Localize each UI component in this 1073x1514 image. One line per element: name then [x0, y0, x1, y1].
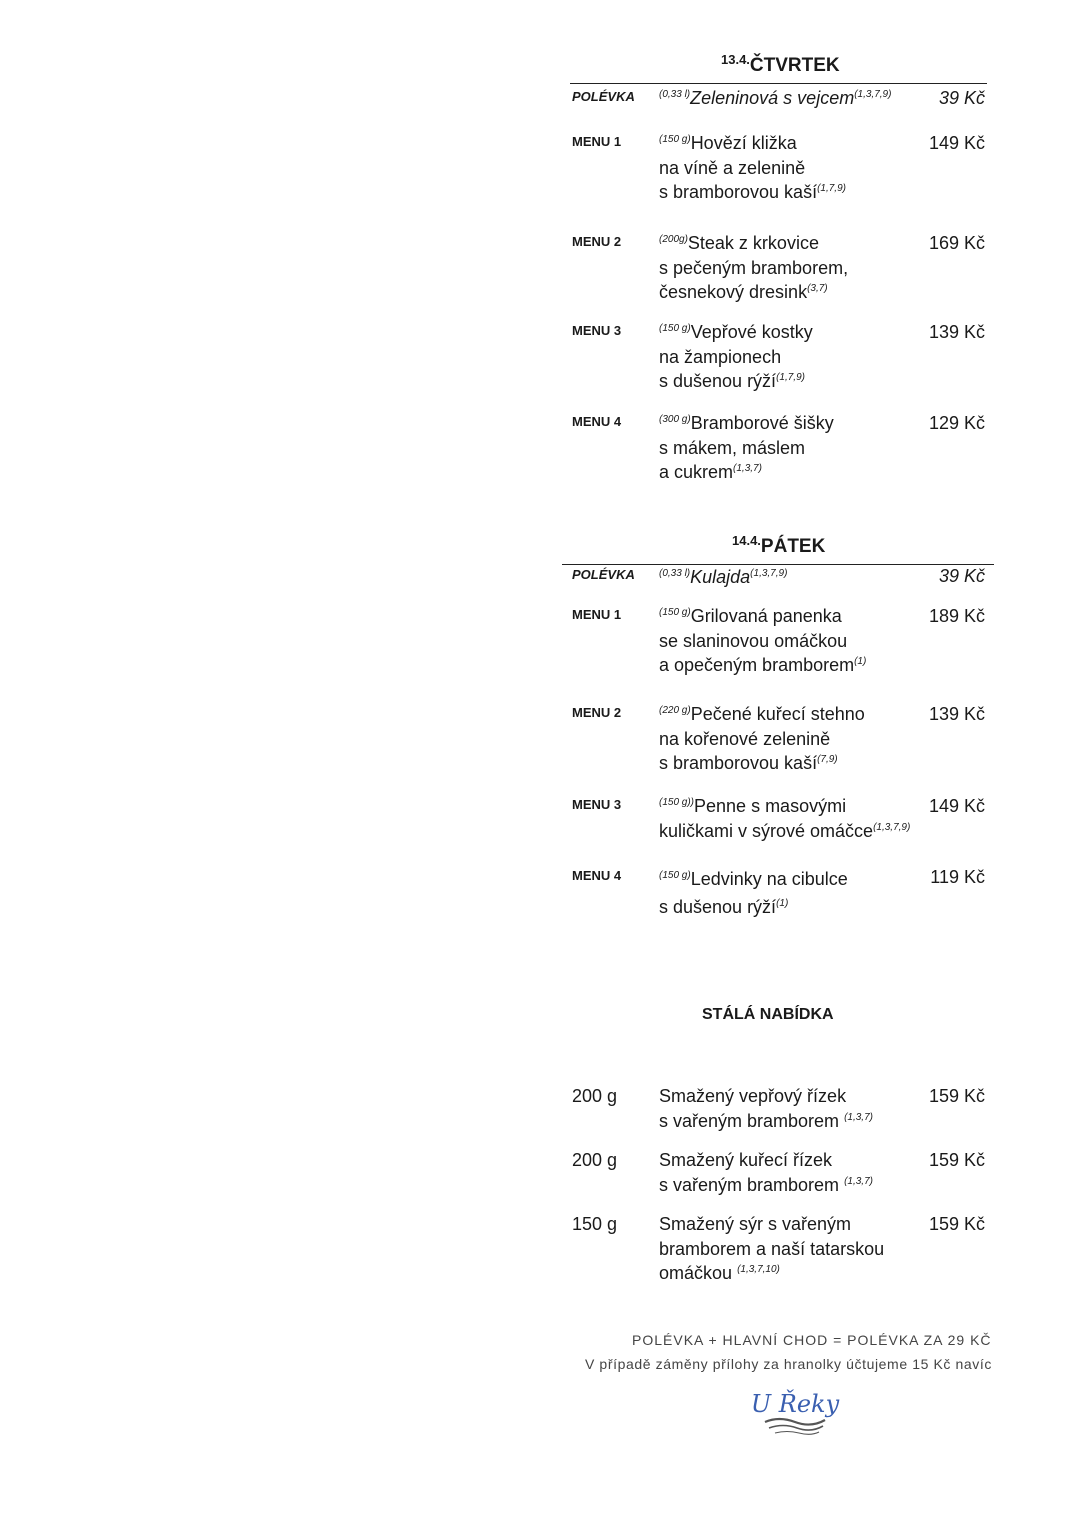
dish-line: s vařeným bramborem [659, 1110, 840, 1131]
dish-qty: (220 g) [659, 705, 691, 716]
dish-line: Ledvinky na cibulce [690, 869, 848, 889]
dish-line: kuličkami v sýrové omáčce [659, 820, 874, 841]
item-weight: 200 g [572, 1086, 618, 1106]
permanent-dish [659, 1148, 873, 1197]
soup-label: POLÉVKA [572, 89, 635, 104]
dish-allergens: (3,7) [807, 283, 828, 295]
logo-wave [765, 1419, 825, 1425]
dish-line: Smažený sýr s vařeným [659, 1214, 852, 1234]
logo-text: U Řeky [750, 1390, 840, 1418]
menu-dish [659, 702, 865, 776]
day-heading [721, 52, 840, 77]
menu-label: MENU 2 [572, 705, 622, 720]
permanent-dish [659, 1084, 873, 1133]
soup-dish [659, 86, 891, 111]
dish-allergens: (1,3,7,9) [854, 89, 892, 100]
dish-allergens: (1) [854, 656, 867, 668]
menu-price: 169 Kč [928, 233, 985, 253]
dish-qty: (300 g) [659, 414, 691, 425]
dish-line: Vepřové kostky [690, 322, 813, 342]
dish-allergens: (1,7,9) [776, 372, 805, 384]
dish-allergens: (1,3,7) [844, 1111, 873, 1123]
menu-dish [659, 411, 834, 485]
logo-wave [775, 1432, 819, 1435]
dish-line: Grilovaná panenka [690, 606, 842, 626]
dish-qty: (150 g) [659, 870, 691, 881]
dish-line: na kořenové zelenině [659, 728, 831, 749]
menu-price: 189 Kč [928, 606, 985, 626]
dish-qty: (150 g) [659, 323, 691, 334]
dish-allergens: (1,3,7,9) [750, 568, 788, 579]
day-date: 14.4. [732, 533, 761, 548]
menu-price: 149 Kč [928, 796, 985, 816]
item-price: 159 Kč [928, 1086, 985, 1106]
menu-dish [659, 131, 846, 205]
menu-dish [659, 794, 910, 843]
menu-price: 139 Kč [928, 322, 985, 342]
menu-label: MENU 2 [572, 234, 622, 249]
permanent-dish [659, 1212, 884, 1286]
dish-line: Bramborové šišky [690, 413, 834, 433]
dish-qty: (0,33 l) [659, 568, 691, 579]
dish-line: Zeleninová s vejcem [690, 88, 855, 108]
dish-line: s dušenou rýží [659, 897, 777, 917]
dish-line: s bramborovou kaší [659, 753, 818, 774]
menu-price: 139 Kč [928, 704, 985, 724]
menu-label: MENU 1 [572, 134, 622, 149]
item-weight: 200 g [572, 1150, 618, 1170]
soup-label: POLÉVKA [572, 567, 635, 582]
menu-label: MENU 4 [572, 868, 622, 883]
soup-price: 39 Kč [938, 566, 985, 586]
menu-dish [659, 865, 848, 921]
menu-label: MENU 3 [572, 323, 622, 338]
dish-line: a opečeným bramborem [659, 655, 855, 676]
item-price: 159 Kč [928, 1150, 985, 1170]
day-heading [732, 533, 825, 558]
item-weight: 150 g [572, 1214, 618, 1234]
dish-qty: (150 g) [659, 134, 691, 145]
dish-line: se slaninovou omáčkou [659, 630, 848, 651]
footer-fries-note: V případě záměny přílohy za hranolky účtujeme 15 Kč navíc [585, 1356, 992, 1372]
dish-line: omáčkou [659, 1263, 733, 1284]
dish-line: s dušenou rýží [659, 371, 777, 392]
soup-price: 39 Kč [938, 88, 985, 108]
logo-wave [769, 1426, 823, 1431]
dish-allergens: (7,9) [817, 754, 838, 766]
dish-line: s mákem, máslem [659, 437, 806, 458]
dish-line: Steak z krkovice [687, 233, 819, 253]
dish-line: Smažený kuřecí řízek [659, 1150, 833, 1170]
dish-allergens: (1) [776, 898, 789, 909]
day-name: ČTVRTEK [749, 55, 840, 76]
menu-price: 129 Kč [928, 413, 985, 433]
dish-line: Penne s masovými [694, 796, 847, 816]
restaurant-logo [750, 1388, 840, 1440]
menu-label: MENU 3 [572, 797, 622, 812]
dish-line: bramborem a naší tatarskou [659, 1238, 885, 1259]
day-date: 13.4. [721, 52, 750, 67]
dish-qty: (200g) [659, 234, 688, 245]
menu-dish [659, 604, 866, 678]
dish-allergens: (1,3,7,10) [737, 1264, 780, 1276]
day-name: PÁTEK [760, 536, 826, 557]
dish-allergens: (1,3,7) [844, 1175, 873, 1187]
dish-line: Pečené kuřecí stehno [690, 704, 865, 724]
dish-line: česnekový dresink [659, 282, 808, 303]
menu-price: 149 Kč [928, 133, 985, 153]
dish-allergens: (1,3,7) [733, 463, 762, 475]
dish-qty: (150 g)) [659, 797, 695, 808]
soup-dish [659, 565, 787, 590]
permanent-offer-title: STÁLÁ NABÍDKA [702, 1006, 834, 1023]
dish-line: Smažený vepřový řízek [659, 1086, 847, 1106]
menu-label: MENU 1 [572, 607, 622, 622]
menu-dish [659, 320, 813, 394]
footer-combo-note: POLÉVKA + HLAVNÍ CHOD = POLÉVKA ZA 29 KČ [632, 1332, 992, 1348]
dish-line: na žampionech [659, 346, 782, 367]
menu-dish [659, 231, 848, 305]
dish-allergens: (1,7,9) [817, 183, 846, 195]
dish-line: a cukrem [659, 462, 734, 483]
day-divider [570, 83, 987, 84]
dish-qty: (0,33 l) [659, 89, 691, 100]
menu-label: MENU 4 [572, 414, 622, 429]
dish-qty: (150 g) [659, 607, 691, 618]
menu-price: 119 Kč [930, 867, 985, 887]
dish-line: s vařeným bramborem [659, 1174, 840, 1195]
dish-line: s bramborovou kaší [659, 182, 818, 203]
dish-allergens: (1,3,7,9) [873, 821, 911, 833]
dish-line: Kulajda [690, 567, 751, 587]
item-price: 159 Kč [928, 1214, 985, 1234]
dish-line: s pečeným bramborem, [659, 257, 849, 278]
dish-line: Hovězí kližka [690, 133, 797, 153]
dish-line: na víně a zelenině [659, 157, 806, 178]
